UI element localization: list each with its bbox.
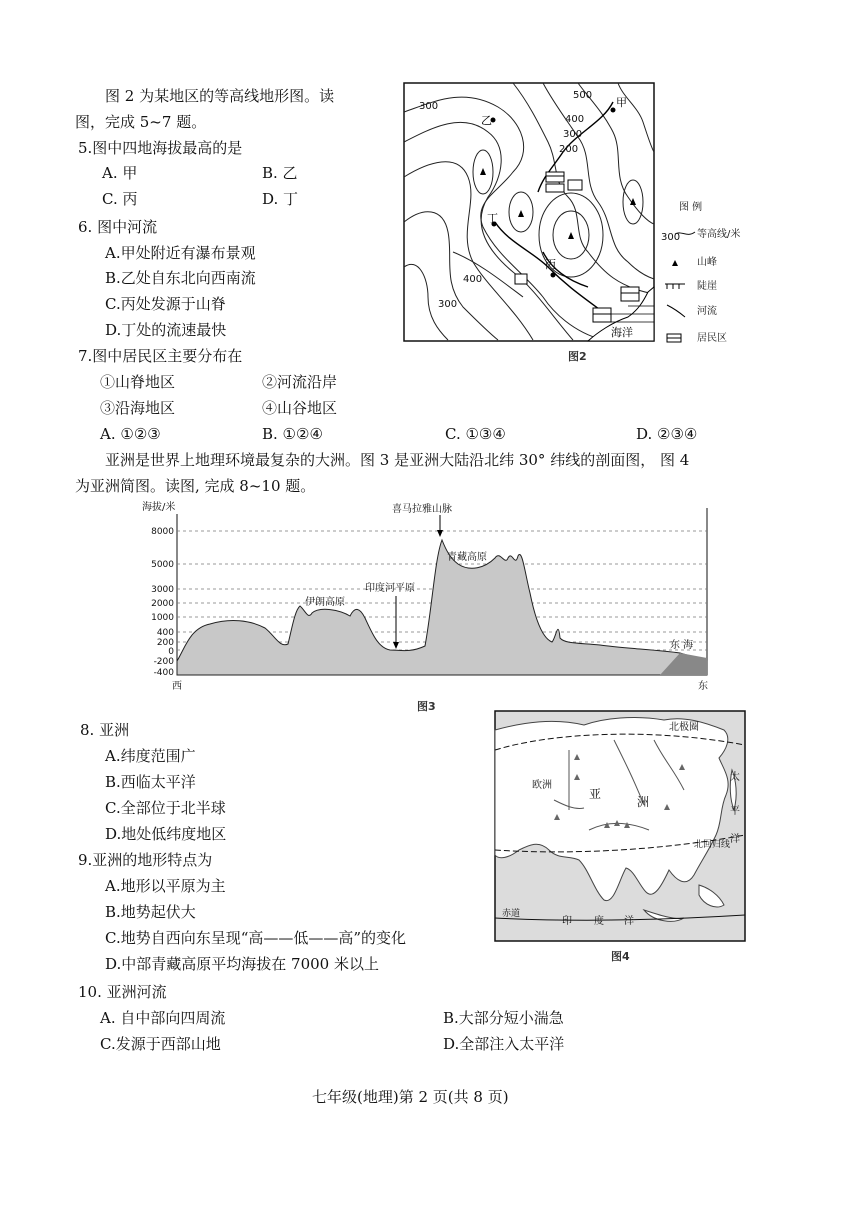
place-bing: 丙 [545, 258, 556, 271]
ytick: 0 [168, 647, 174, 657]
intro2-line-1: 亚洲是世界上地理环境最复杂的大洲。图 3 是亚洲大陆沿北纬 30° 纬线的剖面图， 图 4 [105, 451, 690, 469]
legend-contour: 等高线/米 [697, 229, 741, 240]
label-tropic: 北回归线 [694, 840, 731, 850]
q10-stem: 10. 亚洲河流 [78, 983, 167, 1001]
label-indian-du: 度 [594, 916, 604, 927]
q9-stem: 9.亚洲的地形特点为 [78, 851, 213, 869]
ytick: 400 [156, 628, 174, 638]
fig2-caption: 图2 [568, 350, 587, 363]
label-pacific-yang: 洋 [730, 834, 740, 845]
q5-option-b: B. 乙 [262, 164, 298, 182]
q9-option-b: B.地势起伏大 [105, 903, 196, 921]
intro-line-2: 图，完成 5~7 题。 [75, 113, 207, 131]
q6-option-c: C.丙处发源于山脊 [105, 295, 226, 313]
place-yi: 乙 [481, 114, 492, 127]
q6-stem: 6. 图中河流 [78, 218, 158, 236]
q7-item-4: ④山谷地区 [262, 399, 338, 417]
q7-item-3: ③沿海地区 [100, 399, 176, 417]
q6-option-b: B.乙处自东北向西南流 [105, 269, 256, 287]
q5-option-c: C. 丙 [102, 190, 138, 208]
q8-stem: 8. 亚洲 [80, 721, 130, 739]
label-equator: 赤道 [502, 909, 521, 919]
q5-option-d: D. 丁 [262, 190, 299, 208]
contour-map-figure [403, 82, 743, 344]
q7-option-a: A. ①②③ [100, 425, 161, 443]
contour-label: 500 [573, 90, 593, 101]
q5-option-a: A. 甲 [102, 164, 138, 182]
contour-label: 300 [419, 101, 439, 112]
q6-option-a: A.甲处附近有瀑布景观 [105, 244, 256, 262]
q10-option-c: C.发源于西部山地 [100, 1035, 221, 1053]
contour-label: 400 [463, 274, 483, 285]
q10-option-a: A. 自中部向四周流 [100, 1009, 226, 1027]
label-indian-yin: 印 [562, 916, 572, 927]
label-asia-ya: 亚 [589, 787, 602, 801]
q8-option-a: A.纬度范围广 [105, 747, 196, 765]
place-ding: 丁 [487, 212, 498, 225]
ytick: 3000 [151, 585, 174, 595]
contour-label: 200 [559, 144, 579, 155]
q9-option-d: D.中部青藏高原平均海拔在 7000 米以上 [105, 955, 379, 973]
q9-option-a: A.地形以平原为主 [105, 877, 226, 895]
ytick: 5000 [151, 560, 174, 570]
place-jia: 甲 [616, 96, 627, 109]
label-arctic-circle: 北极圈 [669, 722, 699, 733]
q9-option-c: C.地势自西向东呈现“高——低——高”的变化 [105, 929, 407, 947]
intro-line-1: 图 2 为某地区的等高线地形图。读 [105, 87, 335, 105]
label-tibet: 青藏高原 [447, 552, 487, 563]
fig4-caption: 图4 [611, 950, 630, 963]
q7-option-b: B. ①②④ [262, 425, 323, 443]
label-himalaya: 喜马拉雅山脉 [392, 504, 452, 515]
q7-option-d: D. ②③④ [636, 425, 698, 443]
label-pacific-ping: 平 [730, 806, 740, 817]
q7-item-1: ①山脊地区 [100, 373, 176, 391]
legend-settlement: 居民区 [697, 333, 727, 344]
q7-item-2: ②河流沿岸 [262, 373, 338, 391]
q5-stem: 5.图中四地海拔最高的是 [78, 139, 243, 157]
label-east: 东 [698, 681, 708, 692]
legend-river: 河流 [697, 306, 717, 317]
sea-label: 海洋 [611, 326, 633, 339]
label-asia-zhou: 洲 [637, 795, 650, 809]
q10-option-b: B.大部分短小湍急 [443, 1009, 564, 1027]
asia-map-figure [494, 710, 746, 942]
q10-option-d: D.全部注入太平洋 [443, 1035, 565, 1053]
label-iran: 伊朗高原 [305, 597, 345, 608]
contour-label: 300 [438, 299, 458, 310]
ytick: 8000 [151, 527, 174, 537]
contour-label: 400 [565, 114, 585, 125]
q6-option-d: D.丁处的流速最快 [105, 321, 227, 339]
fig3-caption: 图3 [417, 700, 436, 713]
ytick: -200 [153, 657, 174, 667]
label-indus: 印度河平原 [365, 583, 415, 594]
label-europe: 欧洲 [532, 780, 552, 791]
ytick: 200 [156, 638, 174, 648]
intro2-line-2: 为亚洲简图。读图, 完成 8~10 题。 [75, 477, 316, 495]
legend-peak: 山峰 [697, 257, 717, 268]
label-east-sea: 东 海 [670, 640, 694, 651]
label-indian-yang: 洋 [624, 916, 634, 927]
ytick: -400 [153, 668, 174, 678]
label-west: 西 [172, 681, 182, 692]
label-pacific-tai: 太 [730, 772, 740, 783]
ytick: 1000 [151, 613, 174, 623]
q7-option-c: C. ①③④ [445, 425, 506, 443]
q8-option-c: C.全部位于北半球 [105, 799, 226, 817]
q7-stem: 7.图中居民区主要分布在 [78, 347, 243, 365]
q8-option-b: B.西临太平洋 [105, 773, 196, 791]
profile-ylabel: 海拔/米 [142, 502, 176, 513]
contour-label: 300 [563, 129, 583, 140]
page-footer: 七年级(地理)第 2 页(共 8 页) [312, 1088, 509, 1106]
legend-title: 图 例 [679, 202, 703, 213]
legend-300: 300 [661, 232, 681, 243]
q8-option-d: D.地处低纬度地区 [105, 825, 227, 843]
ytick: 2000 [151, 599, 174, 609]
legend-cliff: 陡崖 [697, 281, 717, 292]
profile-figure [140, 498, 720, 693]
